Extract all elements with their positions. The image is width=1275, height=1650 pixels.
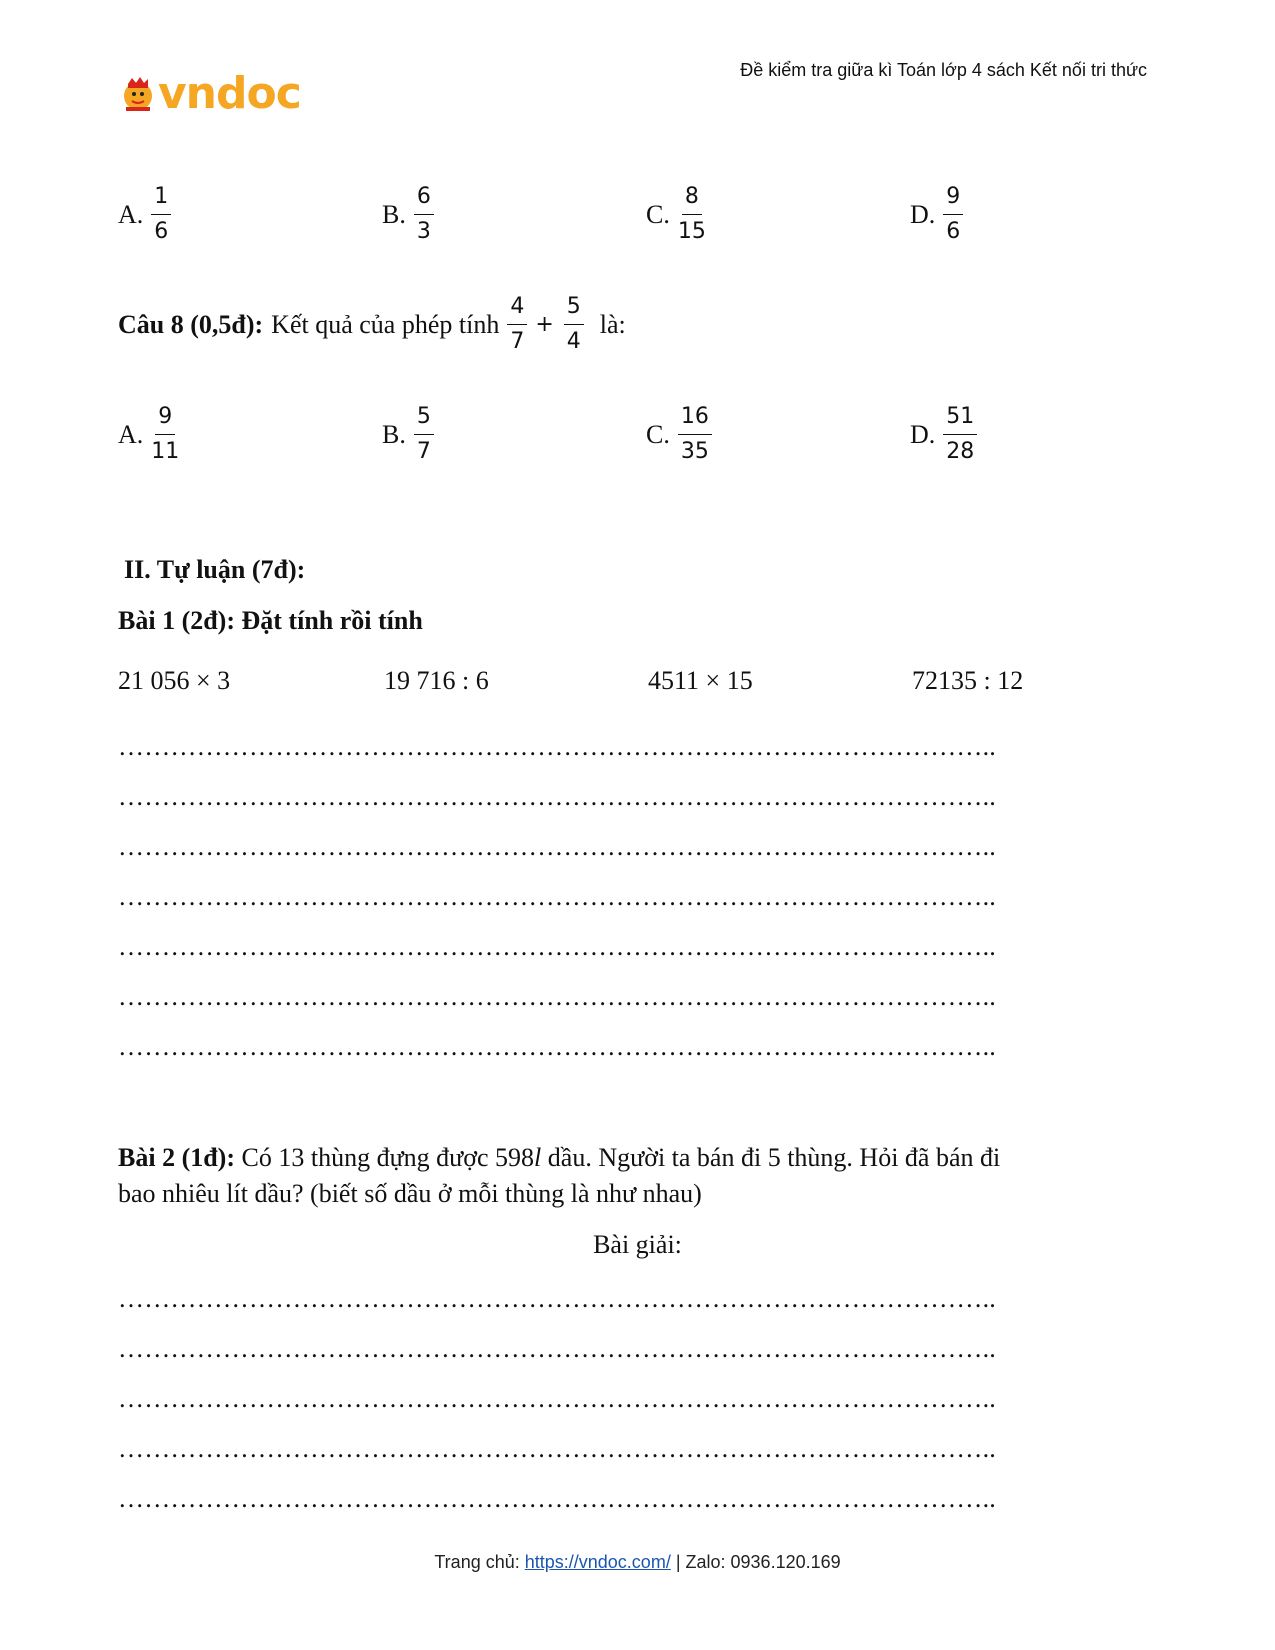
fraction: $\frac{16}{35}$ xyxy=(678,406,712,463)
q8-choice-c: C. $\frac{16}{35}$ xyxy=(646,406,712,463)
question-8: Câu 8 (0,5đ): Kết quả của phép tính $\frac{4}{7}$ + $\frac{5}{4}$ là: xyxy=(118,294,626,354)
answer-line: ……………………………………………………………………………………….. xyxy=(118,1334,996,1363)
bai1-heading: Bài 1 (2đ): Đặt tính rồi tính xyxy=(118,606,423,635)
mascot-icon xyxy=(118,74,158,114)
answer-line: ……………………………………………………………………………………….. xyxy=(118,1032,996,1061)
q8-label: Câu 8 (0,5đ): xyxy=(118,309,264,339)
q8-text: Kết quả của phép tính xyxy=(271,309,500,339)
q7-choice-d: D. $\frac{9}{6}$ xyxy=(910,186,963,243)
fraction: $\frac{6}{3}$ xyxy=(414,186,434,243)
solution-label: Bài giải: xyxy=(593,1230,682,1259)
bai1-expr-3: 4511 × 15 xyxy=(648,666,753,695)
fraction: $\frac{9}{11}$ xyxy=(151,404,180,464)
answer-line: ……………………………………………………………………………………….. xyxy=(118,1284,996,1313)
document-title: Đề kiểm tra giữa kì Toán lớp 4 sách Kết nối tri thức xyxy=(740,60,1147,80)
fraction: $\frac{9}{6}$ xyxy=(943,186,963,243)
fraction: $\frac{5}{4}$ xyxy=(564,296,584,353)
q8-choice-d: D. $\frac{51}{28}$ xyxy=(910,406,977,463)
q8-choice-a: A. $\frac{9}{11}$ xyxy=(118,404,180,464)
homepage-link[interactable]: https://vndoc.com/ xyxy=(524,1552,671,1572)
fraction: $\frac{1}{6}$ xyxy=(151,186,171,243)
bai1-expr-2: 19 716 : 6 xyxy=(384,666,489,695)
page-footer: Trang chủ: https://vndoc.com/ | Zalo: 0936.120.169 xyxy=(434,1552,841,1572)
answer-line: ……………………………………………………………………………………….. xyxy=(118,982,996,1011)
fraction: $\frac{51}{28}$ xyxy=(943,406,977,463)
section-2-heading: II. Tự luận (7đ): xyxy=(124,555,306,584)
q7-choice-c: C. $\frac{8}{15}$ xyxy=(646,184,706,244)
answer-line: ……………………………………………………………………………………….. xyxy=(118,882,996,911)
fraction: $\frac{8}{15}$ xyxy=(677,184,706,244)
logo-text: vndoc xyxy=(158,68,301,119)
fraction: $\frac{5}{7}$ xyxy=(414,406,434,463)
answer-line: ……………………………………………………………………………………….. xyxy=(118,832,996,861)
answer-line: ……………………………………………………………………………………….. xyxy=(118,1434,996,1463)
bai1-expr-1: 21 056 × 3 xyxy=(118,666,231,695)
fraction: $\frac{4}{7}$ xyxy=(507,296,527,353)
bai2-question: Bài 2 (1đ): Có 13 thùng đựng được 598l dầu. Người ta bán đi 5 thùng. Hỏi đã bán đi bao nhiêu lít dầu? (biết số dầu ở mỗi thùng là như nhau) xyxy=(118,1143,1001,1208)
q7-choice-a: A. $\frac{1}{6}$ xyxy=(118,186,171,243)
answer-line: ……………………………………………………………………………………….. xyxy=(118,1384,996,1413)
q8-choice-b: B. $\frac{5}{7}$ xyxy=(382,406,434,463)
q7-choice-b: B. $\frac{6}{3}$ xyxy=(382,186,434,243)
answer-line: ……………………………………………………………………………………….. xyxy=(118,1484,996,1513)
bai2-label: Bài 2 (1đ): xyxy=(118,1143,235,1172)
bai1-expr-4: 72135 : 12 xyxy=(912,666,1024,695)
answer-line: ……………………………………………………………………………………….. xyxy=(118,732,996,761)
answer-line: ……………………………………………………………………………………….. xyxy=(118,782,996,811)
vndoc-logo xyxy=(118,68,301,119)
answer-line: ……………………………………………………………………………………….. xyxy=(118,932,996,961)
